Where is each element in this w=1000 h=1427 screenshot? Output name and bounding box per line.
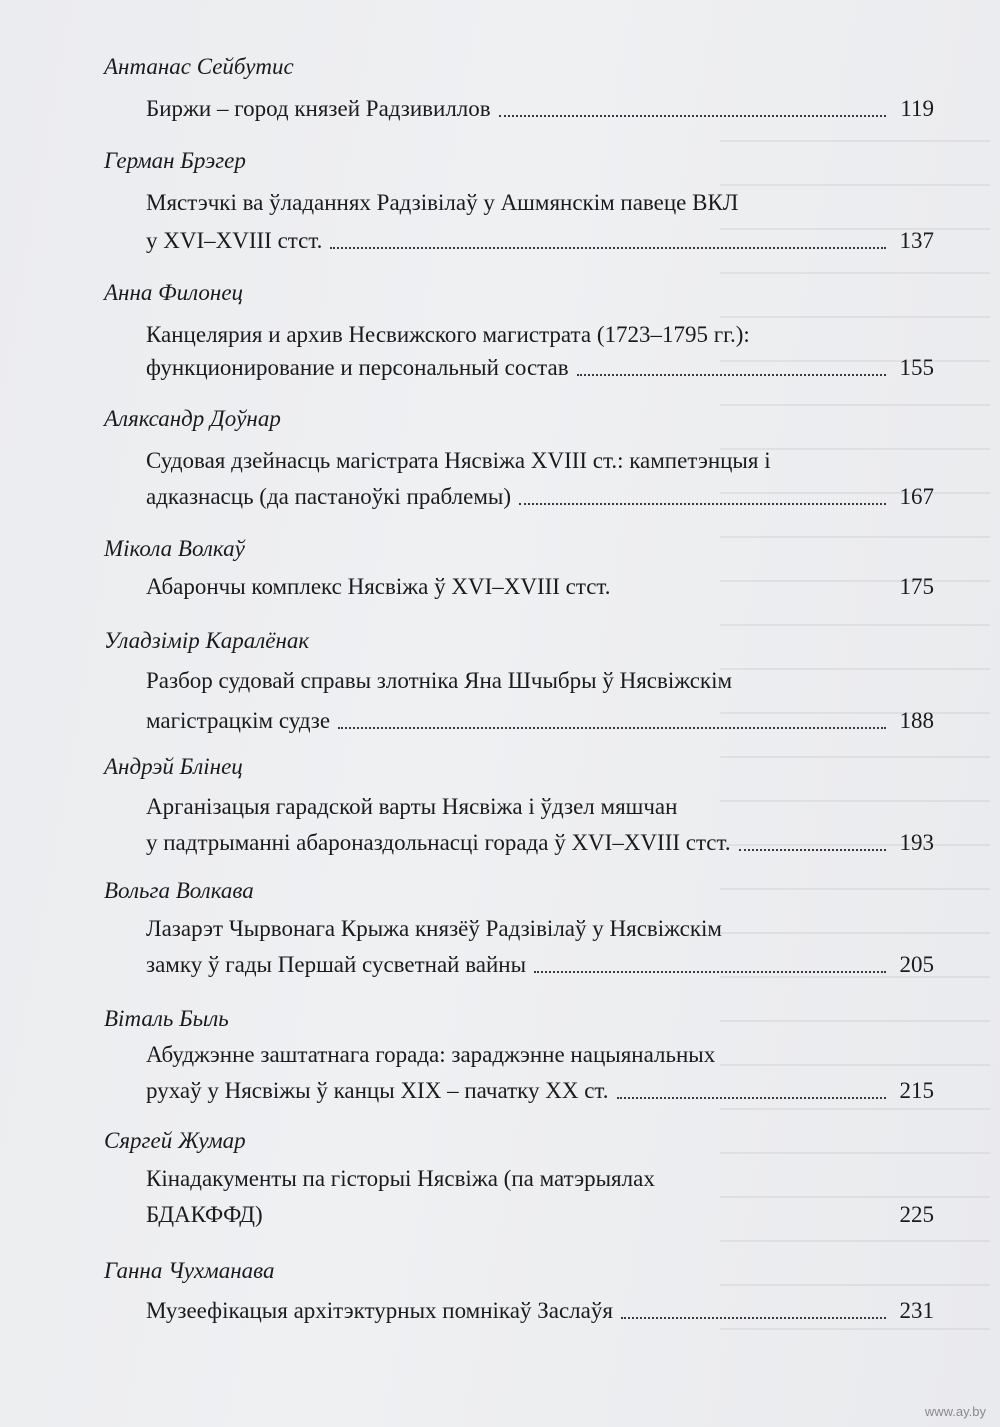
leader-dots [338,727,886,729]
toc-title-line [146,828,934,858]
toc-page-number: 193 [899,830,934,855]
toc-author: Антанас Сейбутис [104,54,294,79]
toc-title-line [146,572,934,602]
toc-author: Герман Брэгер [104,148,246,173]
toc-title: Абарончы комплекс Нясвіжа ў XVI–XVIII стст. [146,574,611,599]
toc-title: магістрацкім судзе [146,708,331,733]
toc-title-line [146,1296,934,1326]
toc-title: замку ў гады Першай сусветнай вайны [146,952,527,977]
toc-title: Судовая дзейнасць магістрата Нясвіжа XVIII ст.: кампетэнцыя і [146,448,771,473]
toc-page-number: 137 [899,228,934,253]
toc-author: Віталь Быль [104,1006,229,1031]
toc-page-number: 188 [899,708,934,733]
toc-author: Аляксандр Доўнар [104,406,281,431]
toc-page-number: 175 [899,574,934,599]
toc-page-number: 225 [899,1202,934,1227]
toc-author: Ганна Чухманава [104,1258,275,1283]
toc-page-number: 167 [899,484,934,509]
toc-title: Мястэчкі ва ўладаннях Радзівілаў у Ашмянскім павеце ВКЛ [146,190,739,215]
toc-title-line [146,950,934,980]
leader-dots [619,593,886,595]
toc-page-number: 231 [899,1298,934,1323]
toc-title: функционирование и персональный состав [146,355,569,380]
toc-title: у XVI–XVIII стст. [146,228,323,253]
toc-page-number: 215 [899,1078,934,1103]
toc-title: БДАКФФД) [146,1202,263,1227]
toc-title-line [146,353,934,383]
toc-author: Мікола Волкаў [104,536,245,561]
toc-author: Вольга Волкава [104,878,254,903]
leader-dots [739,849,886,851]
leader-dots [617,1097,886,1099]
toc-title-line [146,94,934,124]
toc-page-number: 119 [900,96,934,121]
toc-title: Музеефікацыя архітэктурных помнікаў Заслаўя [146,1298,613,1323]
watermark: www.ay.by [924,1404,986,1419]
leader-dots [330,247,886,249]
toc-title: рухаў у Нясвіжы ў канцы XIX – пачатку XX ст. [146,1078,609,1103]
toc-author: Сяргей Жумар [104,1128,246,1153]
toc-title: Биржи – город князей Радзивиллов [146,96,491,121]
leader-dots [621,1317,886,1319]
toc-author: Анна Филонец [104,280,244,305]
toc-title-line [146,706,934,736]
toc-title: Арганізацыя гарадской варты Нясвіжа і ўдзел мяшчан [146,794,678,819]
leader-dots [271,1221,886,1223]
leader-dots [577,374,886,376]
toc-title-line [146,482,934,512]
toc-title: Канцелярия и архив Несвижского магистрата (1723–1795 гг.): [146,322,750,347]
leader-dots [534,971,886,973]
toc-title: Разбор судовай справы злотніка Яна Шчыбры ў Нясвіжскім [146,668,733,693]
leader-dots [499,115,886,117]
toc-title-line [146,1076,934,1106]
toc-title: адказнасць (да пастаноўкі праблемы) [146,484,512,509]
toc-page-number: 205 [899,952,934,977]
toc-author: Уладзімір Каралёнак [104,628,310,653]
toc-title: Лазарэт Чырвонага Крыжа князёў Радзівілаў у Нясвіжскім [146,916,722,941]
toc-title-line [146,226,934,256]
toc-page-number: 155 [899,355,934,380]
toc-title-line [146,1200,934,1230]
toc-title: Абуджэнне заштатнага горада: зараджэнне нацыянальных [146,1042,716,1067]
toc-title: у падтрыманні абароназдольнасці горада ў XVI–XVIII стст. [146,830,731,855]
toc-author: Андрэй Блінец [104,754,243,779]
leader-dots [519,503,886,505]
toc-title: Кінадакументы па гісторыі Нясвіжа (па матэрыялах [146,1166,655,1191]
